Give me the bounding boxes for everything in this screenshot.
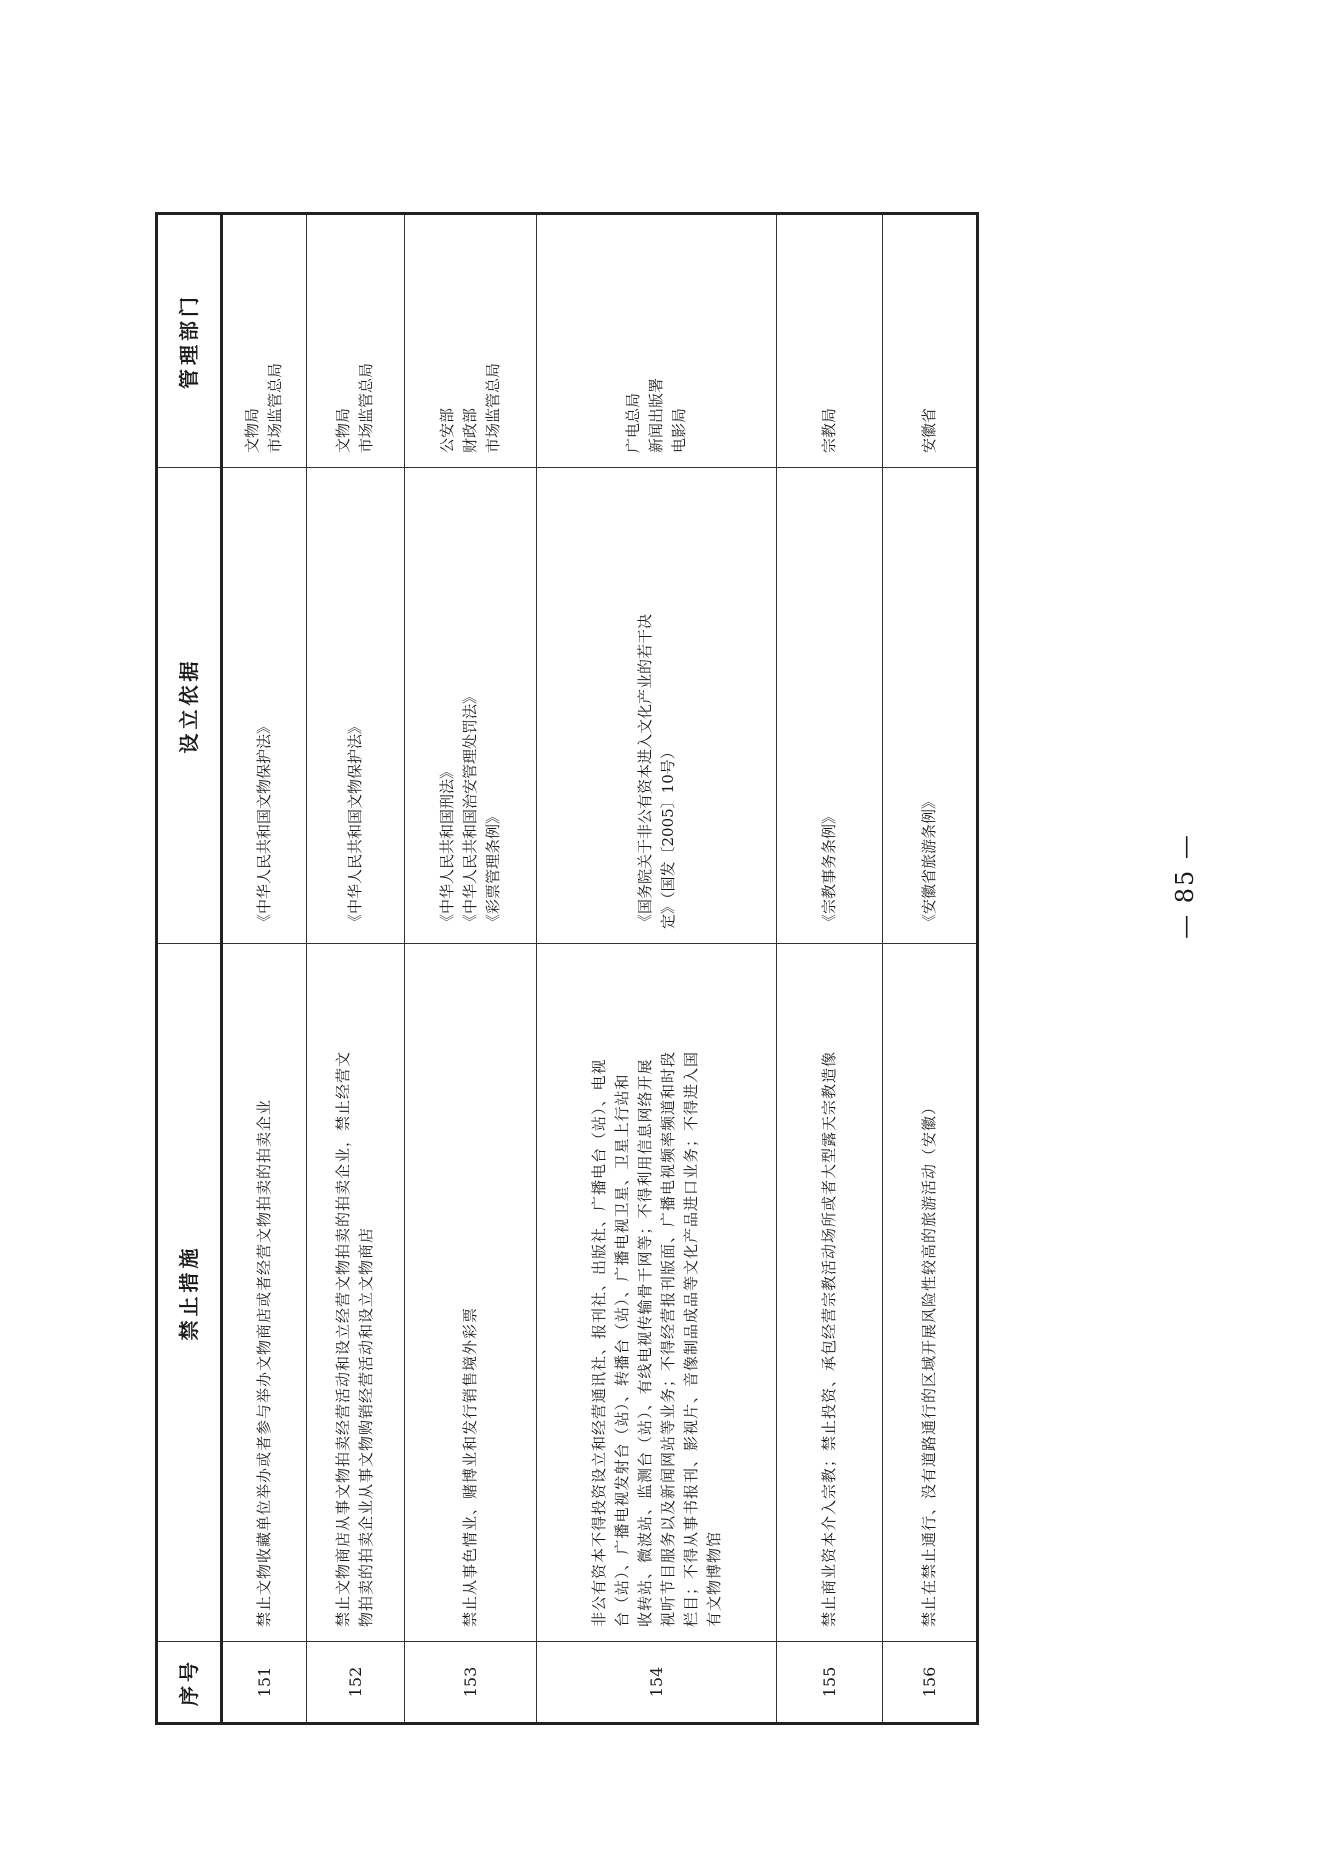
row-dept [405,214,536,468]
row-seq: 152 [306,1642,405,1724]
basis-line: 《宗教事务条例》 [820,808,839,929]
table-row [536,214,776,1724]
row-measure [306,944,405,1642]
measure-line: 禁止文物收藏单位举办或者参与举办文物商店或者经营文物拍卖的拍卖企业 [254,1098,273,1627]
row-seq: 155 [777,1642,883,1724]
measure-line: 有文物博物馆 [704,1530,723,1627]
basis-line: 《国务院关于非公有资本进入文化产业的若干决 [635,613,654,929]
basis-line: 《中华人民共和国文物保护法》 [254,718,273,929]
row-dept [883,214,978,468]
dept-line: 财政部 [461,407,480,453]
basis-line: 《彩票管理条例》 [484,808,503,929]
measure-line: 收转站、微波站、监测台（站）、有线电视传输骨干网等；不得利用信息网络开展 [635,1058,654,1627]
dept-line: 电影局 [670,407,689,453]
page-number: — 85 — [1171,833,1199,939]
row-basis [405,468,536,944]
measure-line: 禁止在禁止通行、没有道路通行的区域开展风险性较高的旅游活动（安徽） [920,1098,939,1627]
row-dept [222,214,307,468]
row-seq: 154 [536,1642,776,1724]
row-dept [777,214,883,468]
measure-line: 禁止文物商店从事文物拍卖经营活动和设立经营文物拍卖的拍卖企业，禁止经营文 [334,1050,353,1627]
dept-line: 市场监管总局 [484,362,503,453]
row-seq: 156 [883,1642,978,1724]
row-basis [306,468,405,944]
row-dept [306,214,405,468]
row-measure [777,944,883,1642]
header-dept: 管理部门 [157,214,222,468]
measure-line: 禁止从事色情业、赌博业和发行销售境外彩票 [461,1306,480,1627]
prohibited-measures-table [155,212,979,1725]
basis-line: 《安徽省旅游条例》 [920,793,939,929]
measure-line: 视听节目服务以及新闻网站等业务；不得经营报刊版面、广播电视频率频道和时段 [658,1050,677,1627]
table-row [883,214,978,1724]
table-header-row [157,214,222,1724]
basis-line: 《中华人民共和国刑法》 [438,763,457,929]
dept-line: 安徽省 [920,407,939,453]
table-row [405,214,536,1724]
basis-line: 《中华人民共和国治安管理处罚法》 [461,688,480,929]
measure-line: 非公有资本不得投资设立和经营通讯社、报刊社、出版社、广播电台（站）、电视 [589,1058,608,1627]
row-measure [883,944,978,1642]
table-row [222,214,307,1724]
measure-line: 栏目；不得从事书报刊、影视片、音像制品成品等文化产品进口业务；不得进入国 [681,1050,700,1627]
measure-line: 台（站）、广播电视发射台（站）、转播台（站）、广播电视卫星、卫星上行站和 [612,1073,631,1627]
table-row [777,214,883,1724]
header-basis: 设立依据 [157,468,222,944]
row-seq: 153 [405,1642,536,1724]
row-measure [536,944,776,1642]
row-measure [222,944,307,1642]
row-seq: 151 [222,1642,307,1724]
row-basis [777,468,883,944]
measure-line: 物拍卖的拍卖企业从事文物购销经营活动和设立文物商店 [357,1226,376,1627]
basis-line: 《中华人民共和国文物保护法》 [345,718,364,929]
table-row [306,214,405,1724]
dept-line: 文物局 [243,407,262,453]
dept-line: 市场监管总局 [357,362,376,453]
row-basis [883,468,978,944]
dept-line: 文物局 [334,407,353,453]
header-seq: 序号 [157,1642,222,1724]
basis-line: 定》（国发〔2005〕10号） [658,744,677,929]
rotated-table-container [155,215,979,1725]
row-basis [222,468,307,944]
row-basis [536,468,776,944]
dept-line: 广电总局 [624,392,643,453]
measure-line: 禁止商业资本介入宗教；禁止投资、承包经营宗教活动场所或者大型露天宗教造像 [820,1050,839,1627]
dept-line: 公安部 [438,407,457,453]
row-dept [536,214,776,468]
header-measure: 禁止措施 [157,944,222,1642]
dept-line: 新闻出版署 [647,377,666,453]
row-measure [405,944,536,1642]
dept-line: 市场监管总局 [266,362,285,453]
dept-line: 宗教局 [820,407,839,453]
